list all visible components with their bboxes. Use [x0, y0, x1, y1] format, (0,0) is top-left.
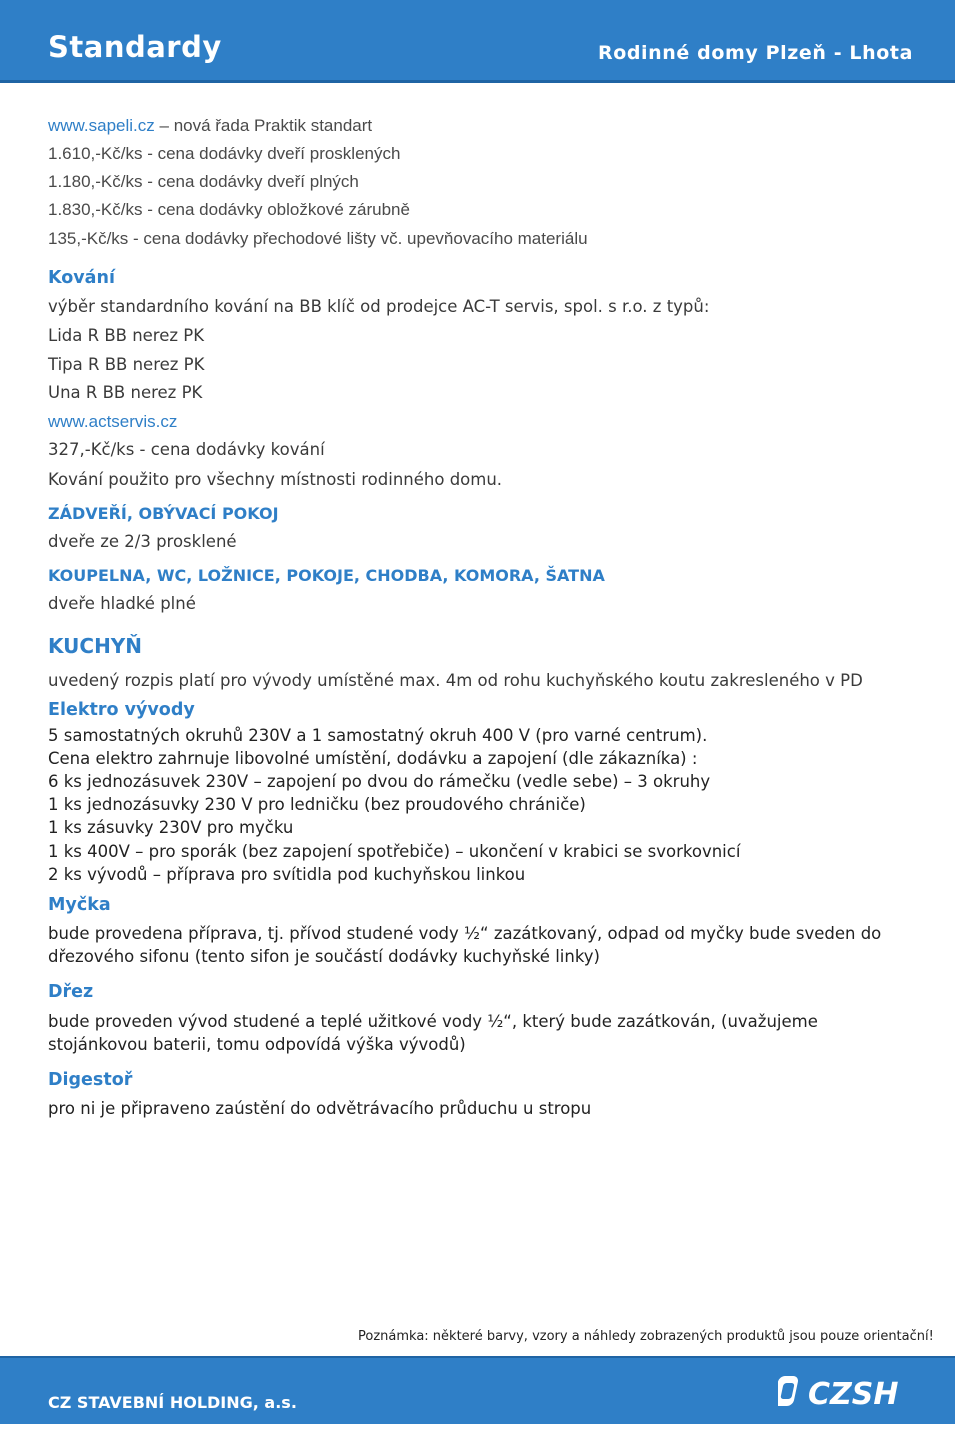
hood-text: pro ni je připraveno zaústění do odvětrávacího průduchu u stropu: [48, 1099, 592, 1118]
electro-line: 5 samostatných okruhů 230V a 1 samostatný okruh 400 V (pro varné centrum).: [48, 726, 708, 745]
kitchen-intro: uvedený rozpis platí pro vývody umístěné max. 4m od rohu kuchyňského koutu zakresleného v PD: [48, 671, 863, 690]
hardware-intro: výběr standardního kování na BB klíč od prodejce AC-T servis, spol. s r.o. z typů:: [48, 297, 710, 316]
hood-heading: Digestoř: [48, 1070, 133, 1090]
sink-text: bude proveden vývod studené a teplé užitkové vody ½“, který bude zazátkován, (uvažujeme: [48, 1012, 818, 1031]
hardware-note: Kování použito pro všechny místnosti rodinného domu.: [48, 470, 503, 489]
page-footer: [0, 1356, 955, 1424]
actservis-link[interactable]: www.actservis.cz: [48, 412, 178, 431]
dishwasher-heading: Myčka: [48, 895, 111, 915]
electro-line: 1 ks zásuvky 230V pro myčku: [48, 818, 294, 837]
room-heading-entrance: ZÁDVEŘÍ, OBÝVACÍ POKOJ: [48, 504, 279, 523]
hardware-type-tipa: Tipa R BB nerez PK: [48, 355, 205, 374]
room-text-bathroom: dveře hladké plné: [48, 594, 196, 613]
doors-series-text: nová řada Praktik standart: [173, 116, 373, 135]
electro-line: 6 ks jednozásuvek 230V – zapojení po dvou do rámečku (vedle sebe) – 3 okruhy: [48, 772, 711, 791]
electro-line: 1 ks jednozásuvky 230 V pro ledničku (bez proudového chrániče): [48, 795, 586, 814]
sink-heading: Dřez: [48, 982, 94, 1002]
sink-text: stojánkovou baterii, tomu odpovídá výška vývodů): [48, 1035, 466, 1054]
disclaimer-note: Poznámka: některé barvy, vzory a náhledy zobrazených produktů jsou pouze orientační!: [358, 1329, 934, 1344]
page-header: [0, 0, 960, 92]
doors-price-threshold: 135,-Kč/ks - cena dodávky přechodové lišty vč. upevňovacího materiálu: [48, 229, 588, 248]
electro-heading: Elektro vývody: [48, 700, 195, 720]
doors-price-frame: 1.830,-Kč/ks - cena dodávky obložkové zárubně: [48, 200, 410, 219]
czsh-logo: [778, 1372, 918, 1412]
kitchen-heading: KUCHYŇ: [48, 634, 143, 658]
room-text-entrance: dveře ze 2/3 prosklené: [48, 532, 237, 551]
electro-line: 2 ks vývodů – příprava pro svítidla pod kuchyňskou linkou: [48, 865, 526, 884]
company-name: CZ STAVEBNÍ HOLDING, a.s.: [48, 1393, 297, 1412]
header-bar: [0, 0, 955, 83]
project-name: Rodinné domy Plzeň - Lhota: [597, 42, 913, 64]
logo-text: CZSH: [808, 1377, 899, 1412]
hardware-price: 327,-Kč/ks - cena dodávky kování: [48, 440, 325, 459]
doors-price-glazed: 1.610,-Kč/ks - cena dodávky dveří prosklených: [48, 144, 401, 163]
doors-supplier-line: www.sapeli.cz – nová řada Praktik standart: [48, 116, 373, 135]
hardware-type-una: Una R BB nerez PK: [48, 383, 203, 402]
dishwasher-text: dřezového sifonu (tento sifon je součástí dodávky kuchyňské linky): [48, 947, 600, 966]
dishwasher-text: bude provedena příprava, tj. přívod studené vody ½“ zazátkovaný, odpad od myčky bude sveden do: [48, 924, 882, 943]
doors-price-solid: 1.180,-Kč/ks - cena dodávky dveří plných: [48, 172, 359, 191]
sapeli-link[interactable]: www.sapeli.cz: [48, 116, 155, 135]
electro-line: 1 ks 400V – pro sporák (bez zapojení spotřebiče) – ukončení v krabici se svorkovnicí: [48, 842, 741, 861]
hardware-type-lida: Lida R BB nerez PK: [48, 326, 205, 345]
electro-line: Cena elektro zahrnuje libovolné umístění, dodávku a zapojení (dle zákazníka) :: [48, 749, 698, 768]
page-title: Standardy: [48, 30, 222, 64]
hardware-heading: Kování: [48, 268, 115, 288]
room-heading-bathroom: KOUPELNA, WC, LOŽNICE, POKOJE, CHODBA, KOMORA, ŠATNA: [48, 566, 605, 585]
